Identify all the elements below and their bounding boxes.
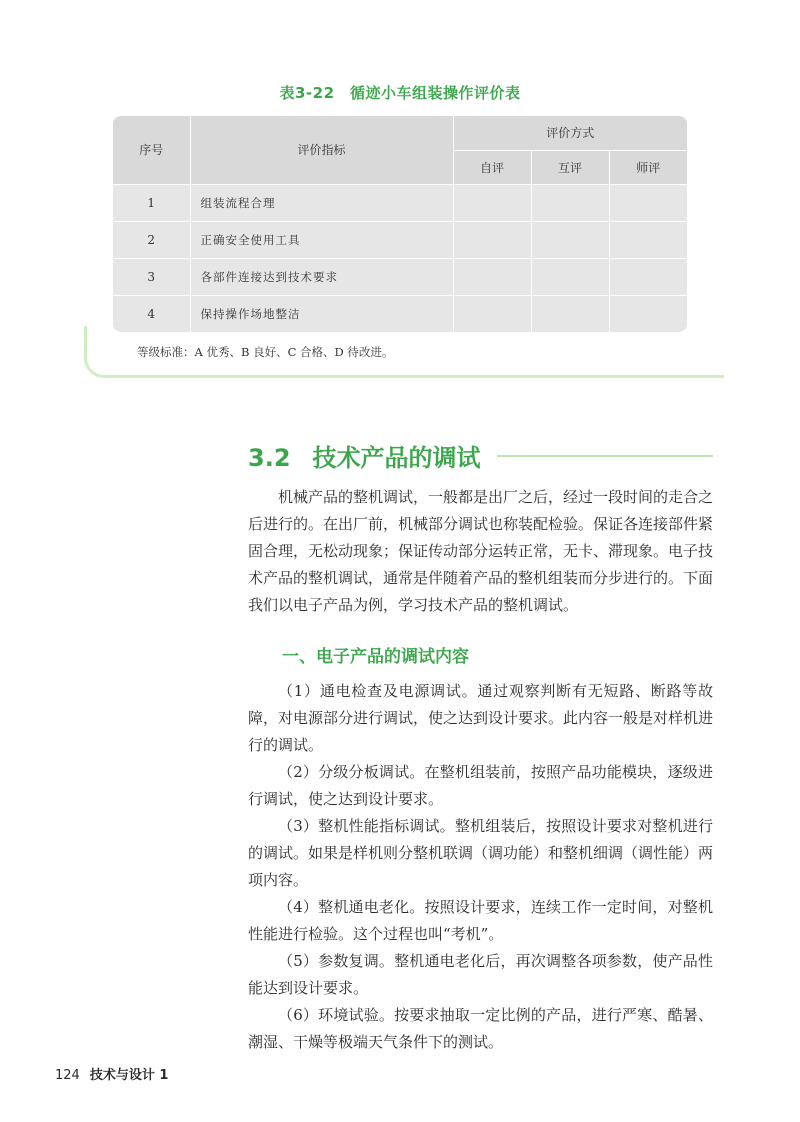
page-number: 124 (55, 1068, 80, 1083)
teacher-score-cell (609, 221, 687, 258)
peer-score-cell (531, 258, 609, 295)
header-peer: 互评 (531, 150, 609, 184)
header-self: 自评 (453, 150, 531, 184)
peer-score-cell (531, 184, 609, 221)
row-indicator: 保持操作场地整洁 (190, 296, 453, 332)
header-seq: 序号 (113, 116, 190, 184)
table-caption: 表3-22 循迹小车组装操作评价表 (279, 84, 521, 102)
list-item: （2）分级分板调试。在整机组装前，按照产品功能模块，逐级进行调试，使之达到设计要求。 (248, 763, 713, 808)
row-number: 3 (113, 258, 190, 295)
row-number: 2 (113, 221, 190, 258)
row-number: 4 (113, 296, 190, 332)
peer-score-cell (531, 221, 609, 258)
self-score-cell (453, 258, 531, 295)
section-title: 技术产品的调试 (312, 444, 481, 472)
self-score-cell (453, 184, 531, 221)
book-title: 技术与设计 1 (89, 1068, 169, 1083)
row-indicator: 组装流程合理 (190, 184, 453, 221)
list-item: （1）通电检查及电源调试。通过观察判断有无短路、断路等故障，对电源部分进行调试，使之达到设计要求。此内容一般是对样机进行的调试。 (248, 682, 714, 754)
page-footer (55, 1064, 168, 1083)
teacher-score-cell (609, 258, 687, 295)
table-row (113, 184, 687, 221)
row-indicator: 正确安全使用工具 (190, 221, 453, 258)
table-row (113, 221, 687, 258)
subsection-heading: 一、电子产品的调试内容 (282, 647, 469, 667)
list-item: （3）整机性能指标调试。整机组装后，按照设计要求对整机进行的调试。如果是样机则分整机联调（调功能）和整机细调（调性能）两项内容。 (248, 817, 714, 889)
table-row (113, 258, 687, 295)
intro-paragraph: 机械产品的整机调试，一般都是出厂之后，经过一段时间的走合之后进行的。在出厂前，机械部分调试也称装配检验。保证各连接部件紧固合理，无松动现象；保证传动部分运转正常，无卡、滞现象。电子技术产品的整机调试，通常是伴随着产品的整机组装而分步进行的。下面我们以电子产品为例，学习技术产品的整机调试。 (248, 488, 714, 614)
list-item: （6）环境试验。按要求抽取一定比例的产品，进行严寒、酷暑、潮湿、干燥等极端天气条件下的测试。 (248, 1006, 713, 1051)
list-item: （5）参数复调。整机通电老化后，再次调整各项参数，使产品性能达到设计要求。 (248, 952, 713, 997)
grading-note: 等级标准：A 优秀、B 良好、C 合格、D 待改进。 (137, 345, 394, 359)
section-number: 3.2 (248, 444, 291, 472)
list-item: （4）整机通电老化。按照设计要求，连续工作一定时间，对整机性能进行检验。这个过程也叫“考机”。 (248, 898, 713, 943)
header-indicator: 评价指标 (190, 116, 453, 184)
self-score-cell (453, 221, 531, 258)
row-number: 1 (113, 184, 190, 221)
header-method: 评价方式 (453, 116, 687, 150)
evaluation-table (113, 116, 687, 332)
header-teacher: 师评 (609, 150, 687, 184)
teacher-score-cell (609, 184, 687, 221)
title-rule (497, 455, 713, 457)
section-heading (248, 438, 481, 473)
row-indicator: 各部件连接达到技术要求 (190, 258, 453, 295)
